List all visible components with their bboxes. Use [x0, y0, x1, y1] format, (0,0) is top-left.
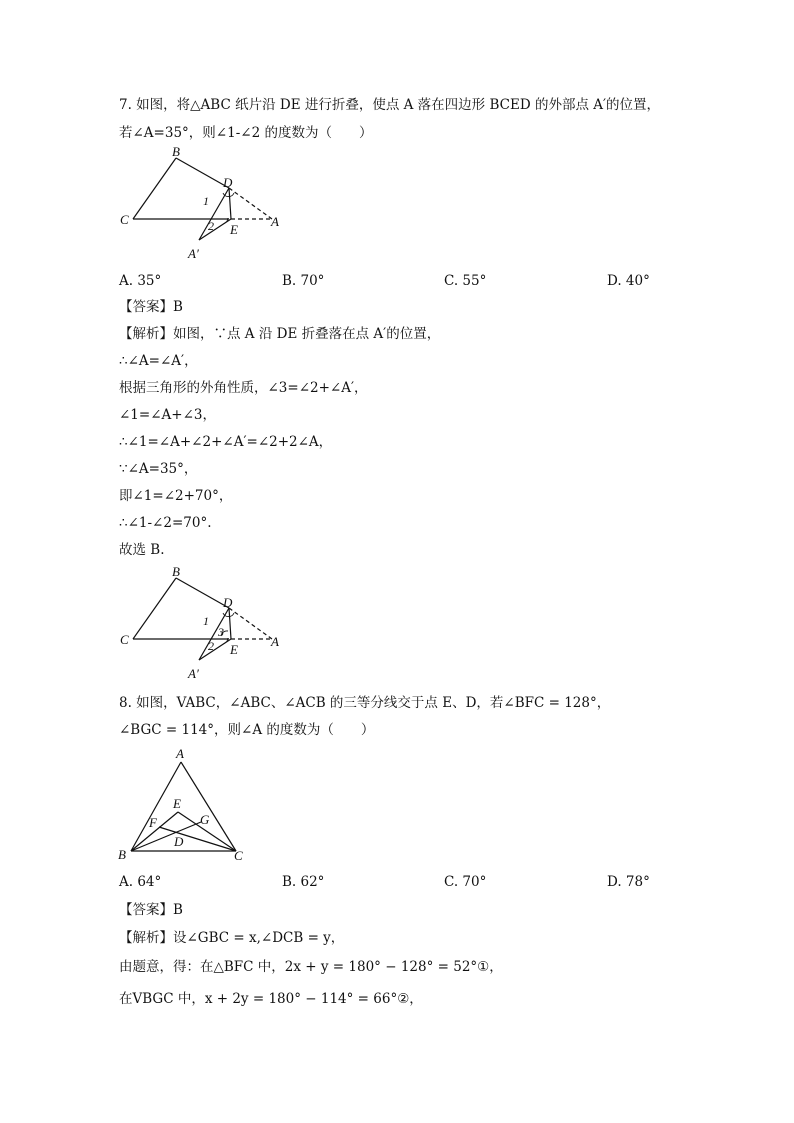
- label-e: E: [173, 796, 181, 811]
- q7-option-c: C. 55°: [444, 273, 487, 289]
- q7-analysis-line8: ∴∠1-∠2=70°.: [119, 515, 212, 531]
- segment-bd: [176, 158, 229, 188]
- q8-option-d: D. 78°: [607, 874, 650, 890]
- segment-ac: [181, 762, 236, 851]
- label-angle-1: 1: [203, 194, 209, 208]
- label-d: D: [174, 834, 184, 849]
- label-c: C: [120, 632, 129, 647]
- segment-cf: [159, 827, 236, 851]
- q7-option-b: B. 70°: [282, 273, 325, 289]
- q8-stem-line1: 8. 如图，VABC，∠ABC、∠ACB 的三等分线交于点 E、D，若∠BFC = 128°，: [119, 695, 611, 711]
- label-a: A: [176, 746, 184, 761]
- q7-option-d: D. 40°: [607, 273, 650, 289]
- label-c: C: [234, 848, 243, 863]
- q7-analysis-line2: ∴∠A=∠A′，: [119, 353, 198, 369]
- q7-analysis-line5: ∴∠1=∠A+∠2+∠A′=∠2+2∠A，: [119, 434, 333, 450]
- label-b: B: [118, 847, 126, 862]
- q7-analysis-line6: ∵∠A=35°，: [119, 461, 198, 477]
- q8-figure: [114, 744, 254, 866]
- segment-bc: [133, 158, 176, 219]
- label-e: E: [230, 642, 238, 657]
- q8-analysis-line3: 在VBGC 中，x + 2y = 180° − 114° = 66°②，: [119, 991, 423, 1007]
- label-b: B: [172, 144, 180, 159]
- q7-analysis-line4: ∠1=∠A+∠3，: [119, 407, 216, 423]
- segment-bc: [133, 578, 176, 639]
- label-f: F: [149, 815, 157, 830]
- q8-analysis-line1: 【解析】设∠GBC = x,∠DCB = y，: [119, 930, 345, 946]
- segment-de: [229, 608, 231, 639]
- q7-analysis-line7: 即∠1=∠2+70°，: [119, 488, 233, 504]
- label-c: C: [120, 212, 129, 227]
- q8-option-c: C. 70°: [444, 874, 487, 890]
- q7-stem-line1: 7. 如图，将△ABC 纸片沿 DE 进行折叠，使点 A 落在四边形 BCED 的外部点 A′的位置，: [119, 97, 661, 113]
- q7-option-a: A. 35°: [119, 273, 162, 289]
- label-e: E: [230, 222, 238, 237]
- label-d: D: [223, 595, 233, 610]
- q8-stem-line2: ∠BGC = 114°，则∠A 的度数为（ ）: [119, 722, 375, 738]
- label-angle-2: 2: [208, 639, 214, 653]
- q7-analysis-line3: 根据三角形的外角性质，∠3=∠2+∠A′，: [119, 380, 368, 396]
- q8-analysis-line2: 由题意，得：在△BFC 中，2x + y = 180° − 128° = 52°①，: [119, 959, 503, 975]
- label-angle-3: 3: [218, 625, 224, 639]
- label-b: B: [172, 564, 180, 579]
- q8-option-b: B. 62°: [282, 874, 325, 890]
- q7-figure: [110, 144, 290, 263]
- q7-analysis-line9: 故选 B.: [119, 542, 165, 558]
- label-a: A: [271, 214, 279, 229]
- dashed-da: [229, 608, 272, 639]
- label-angle-2: 2: [208, 219, 214, 233]
- segment-bd: [176, 578, 229, 608]
- q7-answer: 【答案】B: [119, 299, 183, 315]
- q7-analysis-line1: 【解析】如图，∵点 A 沿 DE 折叠落在点 A′的位置，: [119, 326, 441, 342]
- label-a-prime: A′: [188, 666, 199, 681]
- label-g: G: [200, 812, 210, 827]
- q7-solution-figure: [110, 564, 290, 683]
- q8-option-a: A. 64°: [119, 874, 162, 890]
- q8-answer: 【答案】B: [119, 902, 183, 918]
- q7-stem-line2: 若∠A=35°，则∠1-∠2 的度数为（ ）: [119, 125, 373, 141]
- label-a: A: [271, 634, 279, 649]
- label-d: D: [223, 175, 233, 190]
- segment-de: [229, 188, 231, 219]
- label-angle-1: 1: [203, 614, 209, 628]
- label-a-prime: A′: [188, 246, 199, 261]
- dashed-da: [229, 188, 272, 219]
